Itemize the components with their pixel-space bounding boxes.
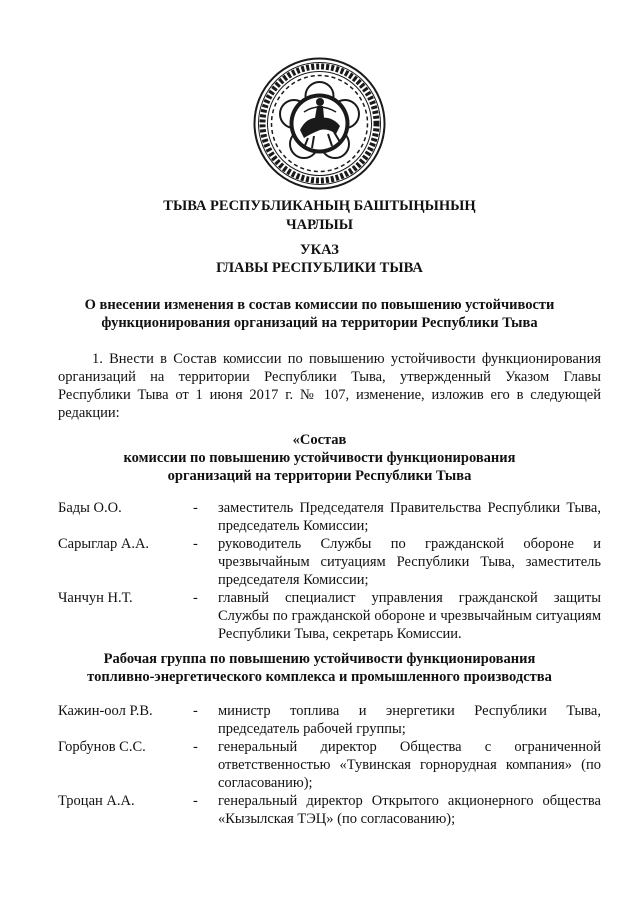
composition-heading-2: комиссии по повышению устойчивости функционирования xyxy=(123,450,516,466)
dash: - xyxy=(193,739,198,755)
header-line-1: ТЫВА РЕСПУБЛИКАНЫҢ БАШТЫҢЫНЫҢ xyxy=(163,198,476,214)
member-role: заместитель Председателя Правительства Республики Тыва, председатель Комиссии; xyxy=(218,500,601,534)
working-group-heading-1: Рабочая группа по повышению устойчивости функционирования xyxy=(103,651,536,667)
list-item xyxy=(58,738,601,792)
list-item xyxy=(58,589,601,643)
member-name: Горбунов С.С. xyxy=(58,739,146,755)
tuva-coat-of-arms-icon xyxy=(252,56,387,191)
member-name: Кажин-оол Р.В. xyxy=(58,703,153,719)
composition-heading-1: «Состав xyxy=(292,432,347,448)
list-item xyxy=(58,535,601,589)
decree-subtitle: ГЛАВЫ РЕСПУБЛИКИ ТЫВА xyxy=(216,260,423,276)
list-item xyxy=(58,792,601,828)
composition-heading-3: организаций на территории Республики Тыва xyxy=(167,468,472,484)
member-name: Чанчун Н.Т. xyxy=(58,590,133,606)
paragraph-text: 1. Внести в Состав комиссии по повышению устойчивости функционирования организаций на территории Республики Тыва, утвержденный Указом Главы Республики Тыва от 1 июня 2017 г. № 107, изменение, изложив его в следующей редакции: xyxy=(58,351,601,421)
list-item xyxy=(58,499,601,535)
member-name: Сарыглар А.А. xyxy=(58,536,150,552)
member-role: руководитель Службы по гражданской обороне и чрезвычайным ситуациям Республики Тыва, заместитель председателя Комиссии; xyxy=(218,536,601,588)
body-paragraph xyxy=(58,350,601,422)
dash: - xyxy=(193,590,198,606)
member-name: Бады О.О. xyxy=(58,500,122,516)
member-role: главный специалист управления гражданской защиты Службы по гражданской обороне и чрезвычайным ситуациям Республики Тыва, секретарь Комиссии. xyxy=(218,590,601,642)
list-item xyxy=(58,702,601,738)
dash: - xyxy=(193,536,198,552)
dash: - xyxy=(193,500,198,516)
decree-title: УКАЗ xyxy=(300,242,339,258)
working-group-heading-2: топливно-энергетического комплекса и промышленного производства xyxy=(87,669,552,685)
subject-line-1: О внесении изменения в состав комиссии по повышению устойчивости xyxy=(84,297,555,313)
members-list xyxy=(58,499,601,643)
dash: - xyxy=(193,793,198,809)
member-role: генеральный директор Общества с ограниченной ответственностью «Тувинская горнорудная компания» (по согласованию); xyxy=(218,739,601,791)
member-role: генеральный директор Открытого акционерного общества «Кызылская ТЭЦ» (по согласованию); xyxy=(218,793,601,827)
header-line-2: ЧАРЛЫЫ xyxy=(285,217,354,233)
member-name: Троцан А.А. xyxy=(58,793,135,809)
dash: - xyxy=(193,703,198,719)
group-members-list xyxy=(58,702,601,828)
subject-line-2: функционирования организаций на территории Республики Тыва xyxy=(101,315,538,331)
member-role: министр топлива и энергетики Республики Тыва, председатель рабочей группы; xyxy=(218,703,601,737)
